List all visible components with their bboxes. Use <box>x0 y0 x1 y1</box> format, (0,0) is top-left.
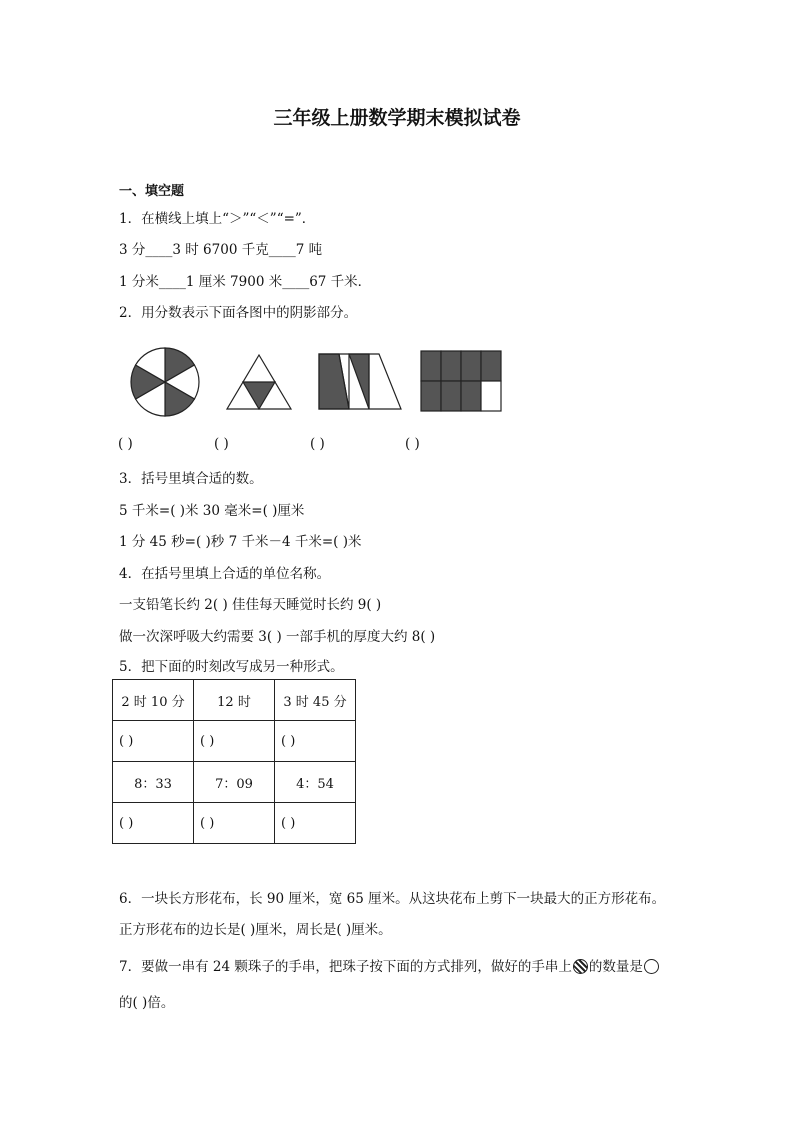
q1-line1: 3 分____3 时 6700 千克____7 吨 <box>119 242 323 258</box>
answer-blank[interactable]: ( ) <box>214 436 229 452</box>
q4-line2: 做一次深呼吸大约需要 3( ) 一部手机的厚度大约 8( ) <box>119 629 436 645</box>
table-answer-cell[interactable]: ( ) <box>194 721 275 762</box>
answer-blank[interactable]: ( ) <box>118 436 133 452</box>
table-cell: 12 时 <box>194 680 275 721</box>
table-cell: 3 时 45 分 <box>275 680 356 721</box>
table-cell: 4：54 <box>275 762 356 803</box>
section-heading: 一、填空题 <box>119 184 185 199</box>
q7-text-a: 7．要做一串有 24 颗珠子的手串，把珠子按下面的方式排列，做好的手串上 <box>119 959 572 975</box>
q6-line2: 正方形花布的边长是( )厘米，周长是( )厘米。 <box>119 922 392 938</box>
q7-text-b: 的数量是 <box>588 959 643 975</box>
q2-stem: 2．用分数表示下面各图中的阴影部分。 <box>119 305 358 321</box>
table-cell: 2 时 10 分 <box>113 680 194 721</box>
q4-stem: 4．在括号里填上合适的单位名称。 <box>119 566 331 582</box>
q4-line1: 一支铅笔长约 2( ) 佳佳每天睡觉时长约 9( ) <box>119 597 382 613</box>
table-answer-cell[interactable]: ( ) <box>275 721 356 762</box>
trapezoid-figure <box>317 352 405 412</box>
answer-blank[interactable]: ( ) <box>310 436 325 452</box>
table-row <box>113 762 356 803</box>
q1-line2: 1 分米____1 厘米 7900 米____67 千米． <box>119 274 372 290</box>
circle-figure <box>129 346 201 418</box>
time-table <box>112 679 356 844</box>
q7-line2: 的( )倍。 <box>119 995 175 1011</box>
table-row <box>113 721 356 762</box>
q1-stem: 1．在横线上填上“＞”“＜”“=”． <box>119 211 316 227</box>
q5-stem: 5．把下面的时刻改写成另一种形式。 <box>119 659 344 675</box>
page-title: 三年级上册数学期末模拟试卷 <box>273 107 521 129</box>
table-answer-cell[interactable]: ( ) <box>275 803 356 844</box>
striped-bead-icon <box>573 959 588 974</box>
q3-line2: 1 分 45 秒=( )秒 7 千米－4 千米=( )米 <box>119 534 362 550</box>
table-cell: 7：09 <box>194 762 275 803</box>
table-cell: 8：33 <box>113 762 194 803</box>
table-answer-cell[interactable]: ( ) <box>194 803 275 844</box>
q3-line1: 5 千米=( )米 30 毫米=( )厘米 <box>119 503 305 519</box>
triangle-figure <box>224 352 294 412</box>
grid-figure <box>419 349 503 413</box>
plain-bead-icon <box>644 959 659 974</box>
table-answer-cell[interactable]: ( ) <box>113 721 194 762</box>
q7-line1 <box>119 955 660 975</box>
answer-blank[interactable]: ( ) <box>405 436 420 452</box>
table-row <box>113 680 356 721</box>
q3-stem: 3．括号里填合适的数。 <box>119 471 263 487</box>
q6-line1: 6．一块长方形花布，长 90 厘米，宽 65 厘米。从这块花布上剪下一块最大的正方形花布。 <box>119 891 666 907</box>
table-row <box>113 803 356 844</box>
table-answer-cell[interactable]: ( ) <box>113 803 194 844</box>
